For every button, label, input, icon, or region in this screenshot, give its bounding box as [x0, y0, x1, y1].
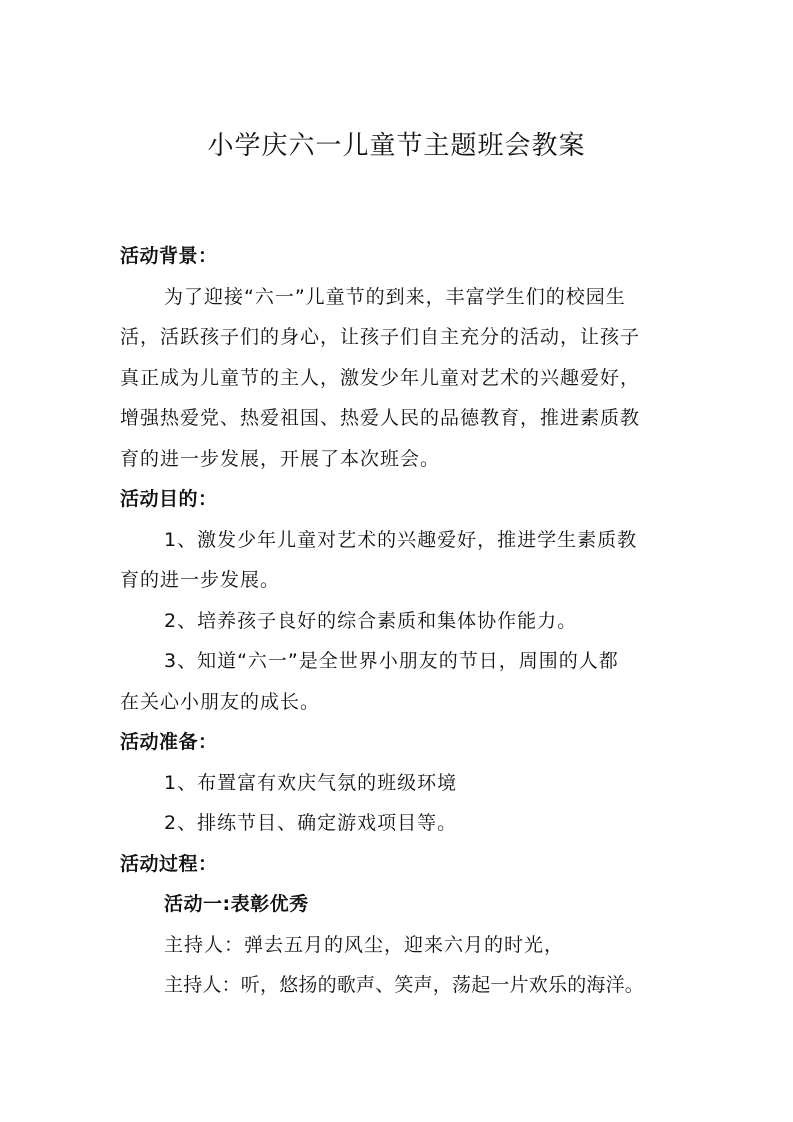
section-preparation [120, 722, 676, 844]
list-item: 3、知道“六一”是全世界小朋友的节日，周围的人都 [164, 650, 619, 672]
section-background [120, 236, 676, 479]
section-heading-process: 活动过程： [120, 852, 218, 875]
document-title: 小学庆六一儿童节主题班会教案 [207, 131, 586, 161]
list-item-continuation: 育的进一步发展。 [120, 569, 281, 591]
section-process [120, 844, 676, 1006]
list-item: 1、激发少年儿童对艺术的兴趣爱好，推进学生素质教 [164, 528, 638, 551]
section-heading-purpose: 活动目的： [120, 488, 218, 510]
paragraph-line: 增强热爱党、热爱祖国、热爱人民的品德教育，推进素质教 [120, 407, 641, 429]
section-heading-preparation: 活动准备： [120, 731, 218, 753]
document-body [120, 236, 676, 1006]
list-item: 2、培养孩子良好的综合素质和集体协作能力。 [164, 609, 578, 632]
paragraph-line: 育的进一步发展，开展了本次班会。 [120, 447, 441, 470]
section-purpose [120, 479, 676, 722]
section-heading-background: 活动背景： [120, 245, 218, 267]
paragraph-line: 为了迎接“六一”儿童节的到来，丰富学生们的校园生 [164, 285, 626, 308]
paragraph-line: 活，活跃孩子们的身心，让孩子们自主充分的活动，让孩子 [120, 326, 641, 348]
list-item: 2、排练节目、确定游戏项目等。 [164, 812, 458, 834]
list-item-continuation: 在关心小朋友的成长。 [120, 690, 321, 713]
list-item: 1、布置富有欢庆气氛的班级环境 [164, 771, 458, 794]
paragraph-line: 真正成为儿童节的主人，激发少年儿童对艺术的兴趣爱好， [120, 366, 641, 389]
dialogue-line: 主持人：听，悠扬的歌声、笑声，荡起一片欢乐的海洋。 [164, 974, 645, 996]
activity-title: 活动一:表彰优秀 [164, 893, 309, 915]
dialogue-line: 主持人：弹去五月的风尘，迎来六月的时光， [164, 933, 565, 956]
